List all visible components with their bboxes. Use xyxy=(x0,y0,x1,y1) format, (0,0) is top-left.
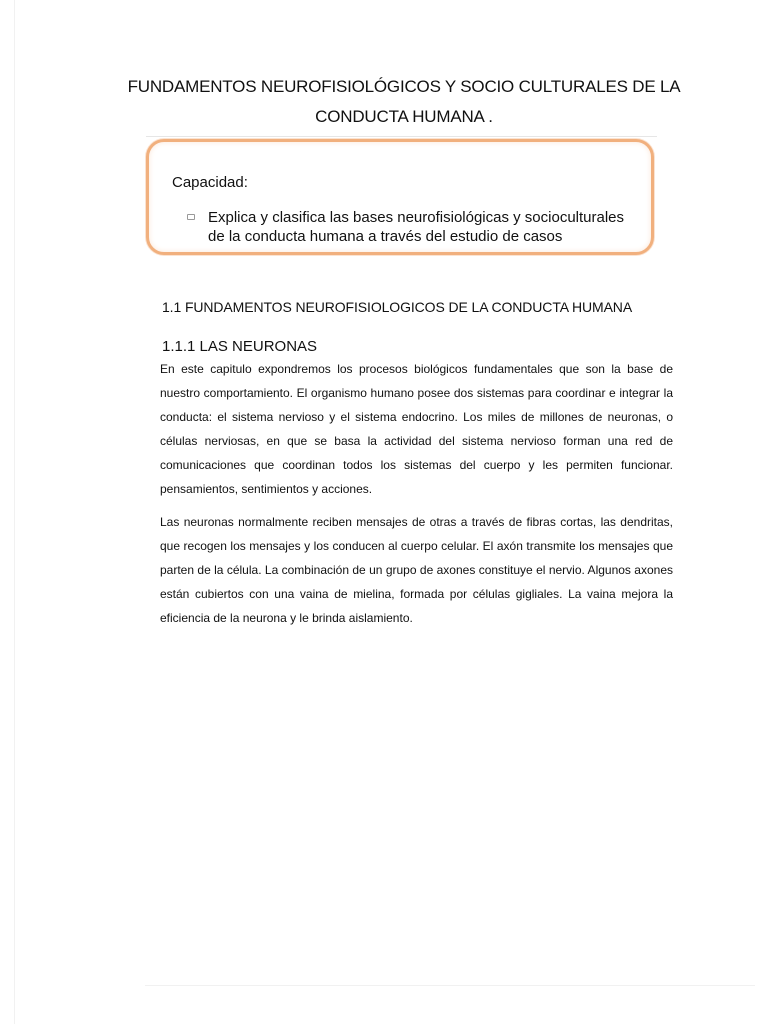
subsection-heading: 1.1.1 LAS NEURONAS xyxy=(162,338,318,355)
document-title-line1: FUNDAMENTOS NEUROFISIOLÓGICOS Y SOCIO CULTURALES DE LA xyxy=(127,77,681,96)
document-title-line2: CONDUCTA HUMANA . xyxy=(315,107,493,126)
section-heading: 1.1 FUNDAMENTOS NEUROFISIOLOGICOS DE LA CONDUCTA HUMANA xyxy=(162,299,633,315)
capacity-box-top-rule xyxy=(146,136,657,137)
capacity-text: Explica y clasifica las bases neurofisiológicas y socioculturales de la conducta humana a través del estudio de casos xyxy=(208,209,625,245)
paragraph-1: En este capitulo expondremos los procesos biológicos fundamentales que son la base de nuestro comportamiento. El organismo humano posee dos sistemas para coordinar e integrar la conducta: el sistema nervioso y el sistema endocrino. Los miles de millones de neuronas, o células nerviosas, en que se basa la actividad del sistema nervioso forman una red de comunicaciones que coordinan todos los sistemas del cuerpo y les permiten funcionar. pensamientos, sentimientos y acciones. xyxy=(160,362,673,496)
page-edge-left xyxy=(14,0,15,1024)
paragraph-2: Las neuronas normalmente reciben mensajes de otras a través de fibras cortas, las dendritas, que recogen los mensajes y los conducen al cuerpo celular. El axón transmite los mensajes que parten de la célula. La combinación de un grupo de axones constituye el nervio. Algunos axones están cubiertos con una vaina de mielina, formada por células gigliales. La vaina mejora la eficiencia de la neurona y le brinda aislamiento. xyxy=(160,515,673,625)
small-box-bullet-icon xyxy=(187,214,195,220)
page-edge-bottom xyxy=(145,985,755,986)
document-title xyxy=(120,72,688,132)
capacity-label: Capacidad: xyxy=(172,174,248,191)
